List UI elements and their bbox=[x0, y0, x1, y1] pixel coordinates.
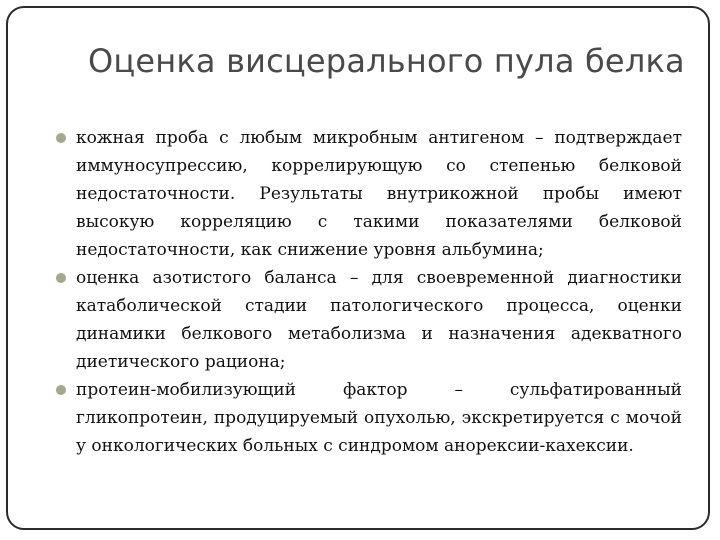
slide-frame bbox=[6, 6, 710, 530]
bullet-item bbox=[56, 124, 682, 264]
slide-title: Оценка висцерального пула белка bbox=[88, 42, 685, 80]
bullet-text: оценка азотистого баланса – для своевременной диагностики катаболической стадии патологического процесса, оценки динамики белкового метаболизма и назначения адекватного диетического рациона; bbox=[76, 268, 682, 372]
bullet-dot-icon bbox=[56, 133, 66, 143]
bullet-list bbox=[56, 124, 682, 460]
bullet-dot-icon bbox=[56, 385, 66, 395]
bullet-text: протеин-мобилизующий фактор – сульфатированный гликопротеин, продуцируемый опухолью, экскретируется с мочой у онкологических больных с синдромом анорексии-кахексии. bbox=[76, 380, 682, 456]
bullet-item bbox=[56, 264, 682, 376]
bullet-text: кожная проба с любым микробным антигеном – подтверждает иммуносупрессию, коррелирующую со степенью белковой недостаточности. Результаты внутрикожной пробы имеют высокую корреляцию с такими показателями белковой недостаточности, как снижение уровня альбумина; bbox=[76, 128, 682, 260]
bullet-item bbox=[56, 376, 682, 460]
bullet-dot-icon bbox=[56, 273, 66, 283]
